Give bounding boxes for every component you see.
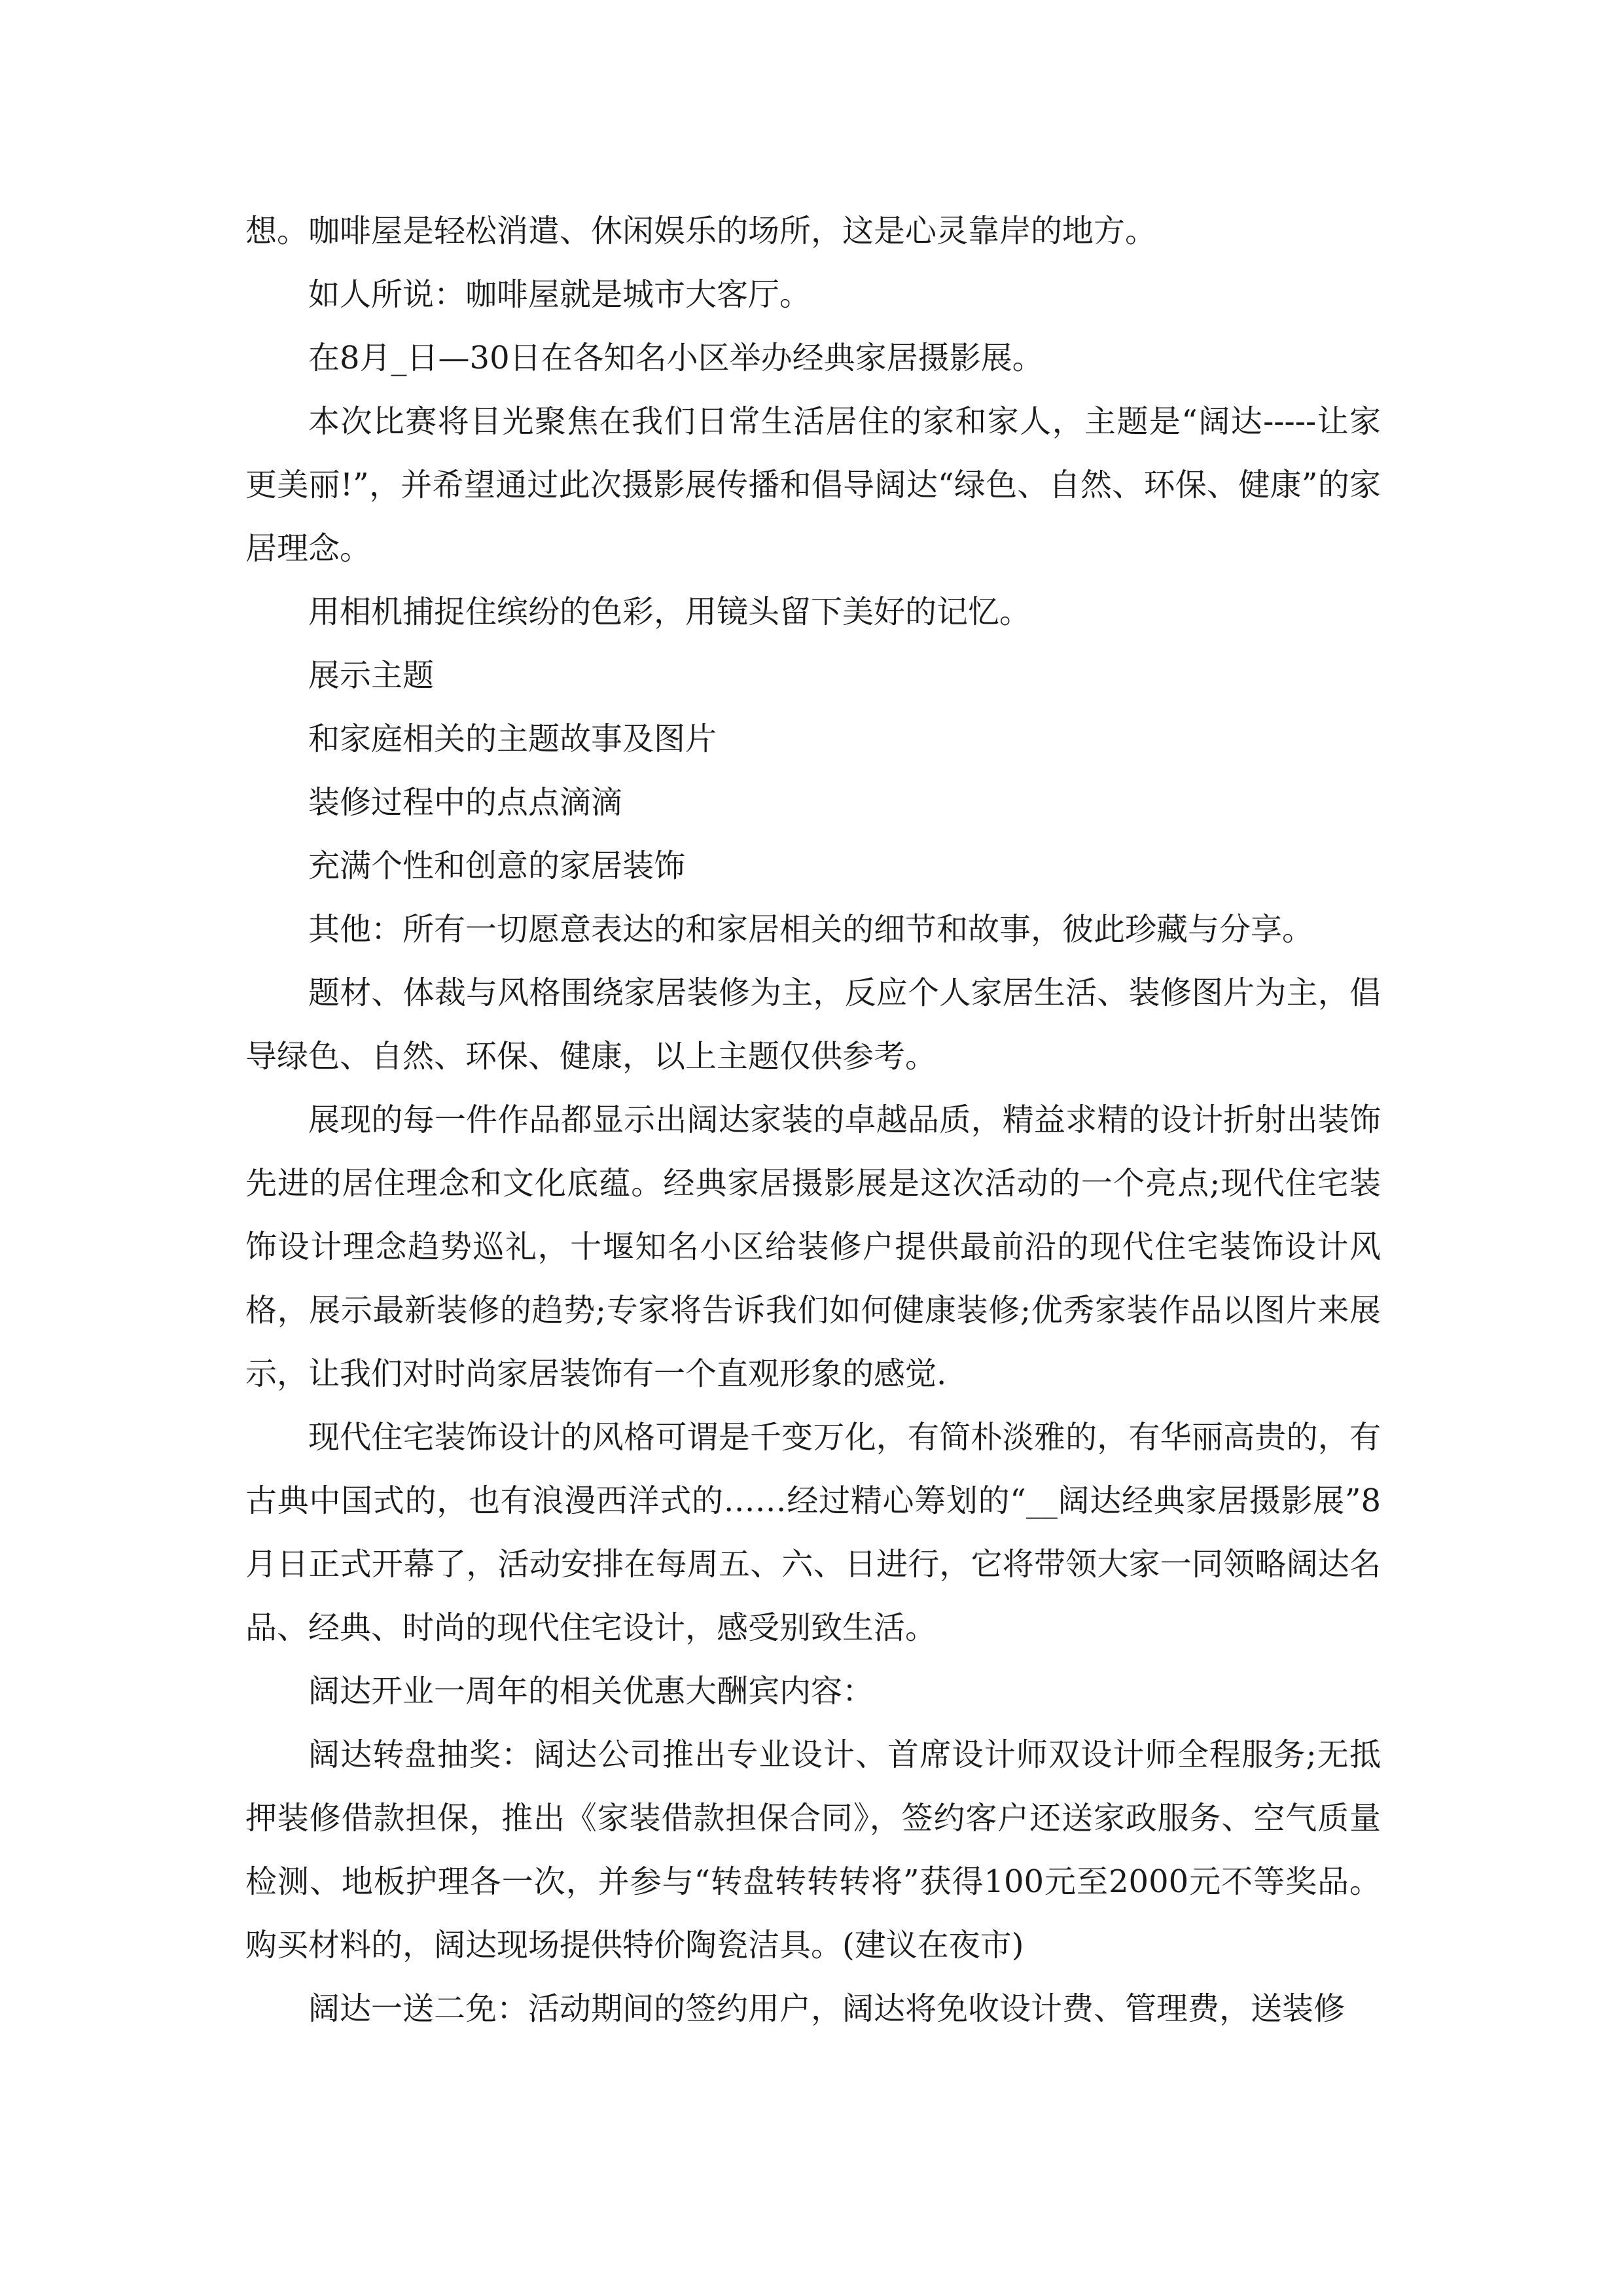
paragraph: 和家庭相关的主题故事及图片: [308, 721, 717, 757]
paragraph: 在8月_日—30日在各知名小区举办经典家居摄影展。: [308, 340, 1044, 376]
paragraph: 阔达转盘抽奖：阔达公司推出专业设计、首席设计师双设计师全程服务;无抵押装修借款担保，推出《家装借款担保合同》，签约客户还送家政服务、空气质量检测、地板护理各一次，并参与“转盘转转转将”获得100元至2000元不等奖品。购买材料的，阔达现场提供特价陶瓷洁具。(建议在夜市): [245, 1736, 1381, 1964]
paragraph: 其他：所有一切愿意表达的和家居相关的细节和故事，彼此珍藏与分享。: [308, 911, 1314, 948]
paragraph: 展现的每一件作品都显示出阔达家装的卓越品质，精益求精的设计折射出装饰先进的居住理念和文化底蕴。经典家居摄影展是这次活动的一个亮点;现代住宅装饰设计理念趋势巡礼，十堰知名小区给装修户提供最前沿的现代住宅装饰设计风格，展示最新装修的趋势;专家将告诉我们如何健康装修;优秀家装作品以图片来展示，让我们对时尚家居装饰有一个直观形象的感觉.: [245, 1102, 1381, 1392]
paragraph: 题材、体裁与风格围绕家居装修为主，反应个人家居生活、装修图片为主，倡导绿色、自然、环保、健康，以上主题仅供参考。: [245, 975, 1381, 1075]
paragraph: 想。咖啡屋是轻松消遣、休闲娱乐的场所，这是心灵靠岸的地方。: [245, 213, 1157, 249]
paragraph: 本次比赛将目光聚焦在我们日常生活居住的家和家人，主题是“阔达-----让家更美丽!”，并希望通过此次摄影展传播和倡导阔达“绿色、自然、环保、健康”的家居理念。: [245, 403, 1381, 567]
paragraph: 阔达开业一周年的相关优惠大酬宾内容：: [308, 1673, 874, 1710]
paragraph: 展示主题: [308, 657, 435, 694]
paragraph: 现代住宅装饰设计的风格可谓是千变万化，有简朴淡雅的，有华丽高贵的，有古典中国式的，也有浪漫西洋式的……经过精心筹划的“__阔达经典家居摄影展”8月日正式开幕了，活动安排在每周五、六、日进行，它将带领大家一同领略阔达名品、经典、时尚的现代住宅设计，感受别致生活。: [245, 1419, 1381, 1646]
paragraph: 装修过程中的点点滴滴: [308, 784, 623, 821]
document-body: [245, 200, 1381, 2041]
paragraph: 阔达一送二免：活动期间的签约用户，阔达将免收设计费、管理费，送装修: [308, 1990, 1346, 2027]
paragraph: 如人所说：咖啡屋就是城市大客厅。: [308, 276, 812, 313]
paragraph: 用相机捕捉住缤纷的色彩，用镜头留下美好的记忆。: [308, 594, 1031, 630]
paragraph: 充满个性和创意的家居装饰: [308, 848, 686, 884]
